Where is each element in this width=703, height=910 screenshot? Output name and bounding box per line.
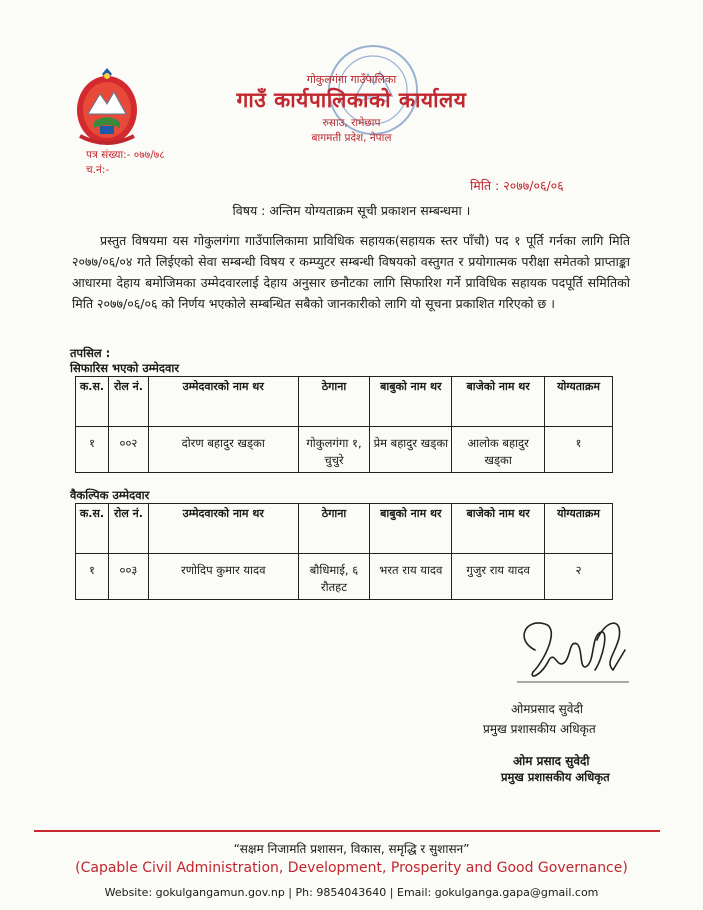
office-address: रुसाउ, रामेछाप [322,117,381,129]
signature-icon [505,610,635,688]
cell-serial: १ [76,427,109,473]
cell-roll: ००२ [108,427,148,473]
cell-address: बौधिमाई, ६ रौतहट [298,554,370,600]
cell-rank: २ [545,554,613,600]
table-header-row [76,504,613,554]
officer-title: प्रमुख प्रशासकीय अधिकृत [483,722,596,736]
col-father: बाबुको नाम थर [370,504,452,554]
cell-grandfather: गुजुर राय यादव [452,554,545,600]
recommended-section-label: सिफारिस भएको उम्मेदवार [70,361,180,375]
motto-nepali: “सक्षम निजामति प्रशासन, विकास, समृद्धि र सुशासन” [233,842,470,856]
cell-roll: ००३ [108,554,148,600]
stamp-officer-name: ओम प्रसाद सुवेदी [513,754,590,768]
province-country: बागमती प्रदेश, नेपाल [311,132,392,144]
col-serial: क.स. [76,504,109,554]
alternate-section-label: वैकल्पिक उम्मेदवार [70,488,150,502]
footer-divider [34,830,660,832]
reference-block [86,148,165,178]
cell-rank: १ [545,427,613,473]
municipality-name: गोकुलगंगा गाउँपालिका [306,73,397,86]
col-rank: योग्यताक्रम [545,504,613,554]
alternate-candidates-table [75,503,613,600]
col-roll: रोल नं. [108,504,148,554]
col-grandfather: बाजेको नाम थर [452,377,545,427]
contact-line: Website: gokulgangamun.gov.np | Ph: 9854043640 | Email: gokulganga.gapa@gmail.com [104,886,599,899]
col-father: बाबुको नाम थर [370,377,452,427]
col-address: ठेगाना [298,377,370,427]
cell-father: भरत राय यादव [370,554,452,600]
table-header-row [76,377,613,427]
cell-serial: १ [76,554,109,600]
table-row [76,554,613,600]
col-grandfather: बाजेको नाम थर [452,504,545,554]
motto-english: (Capable Civil Administration, Development, Prosperity and Good Governance) [75,860,628,876]
cell-father: प्रेम बहादुर खड्का [370,427,452,473]
dispatch-number: च.नं:- [86,164,110,176]
recommended-candidates-table [75,376,613,473]
col-roll: रोल नं. [108,377,148,427]
cell-grandfather: आलोक बहादुर खड्का [452,427,545,473]
col-name: उम्मेदवारको नाम थर [148,377,298,427]
col-address: ठेगाना [298,504,370,554]
office-title: गाउँ कार्यपालिकाको कार्यालय [236,88,467,112]
stamp-officer-title: प्रमुख प्रशासकीय अधिकृत [501,770,610,784]
cell-name: रणोदिप कुमार यादव [148,554,298,600]
col-rank: योग्यताक्रम [545,377,613,427]
officer-name: ओमप्रसाद सुवेदी [511,702,583,716]
letter-subject: विषय : अन्तिम योग्यताक्रम सूची प्रकाशन सम्बन्धमा । [232,203,471,218]
letter-number: पत्र संख्या:- ०७७/७८ [86,149,165,161]
letter-date: मिति : २०७७/०६/०६ [470,178,564,193]
tapsil-label: तपसिल : [70,346,111,360]
col-name: उम्मेदवारको नाम थर [148,504,298,554]
cell-address: गोकुलगंगा १, चुचुरे [298,427,370,473]
cell-name: दोरण बहादुर खड्का [148,427,298,473]
col-serial: क.स. [76,377,109,427]
letter-body: प्रस्तुत विषयमा यस गोकुलगंगा गाउँपालिकामा प्राविधिक सहायक(सहायक स्तर पाँचौ) पद १ पूर्ति गर्नका लागि मिति २०७७/०६/०४ गते लिईएको सेवा सम्बन्धी विषय र कम्प्युटर सम्बन्धी विषयको वस्तुगत र प्रयोगात्मक परीक्षा समेतको प्राप्ताङ्का आधारमा देहाय बमोजिमका उम्मेदवारलाई देहाय अनुसार छनौटका लागि सिफारिश गर्ने प्राविधिक सहायक पदपूर्ति समितिको मिति २०७७/०६/०६ को निर्णय भएकोले सम्बन्धित सबैको जानकारीको लागि यो सूचना प्रकाशित गरिएको छ । [72,233,630,311]
table-row [76,427,613,473]
